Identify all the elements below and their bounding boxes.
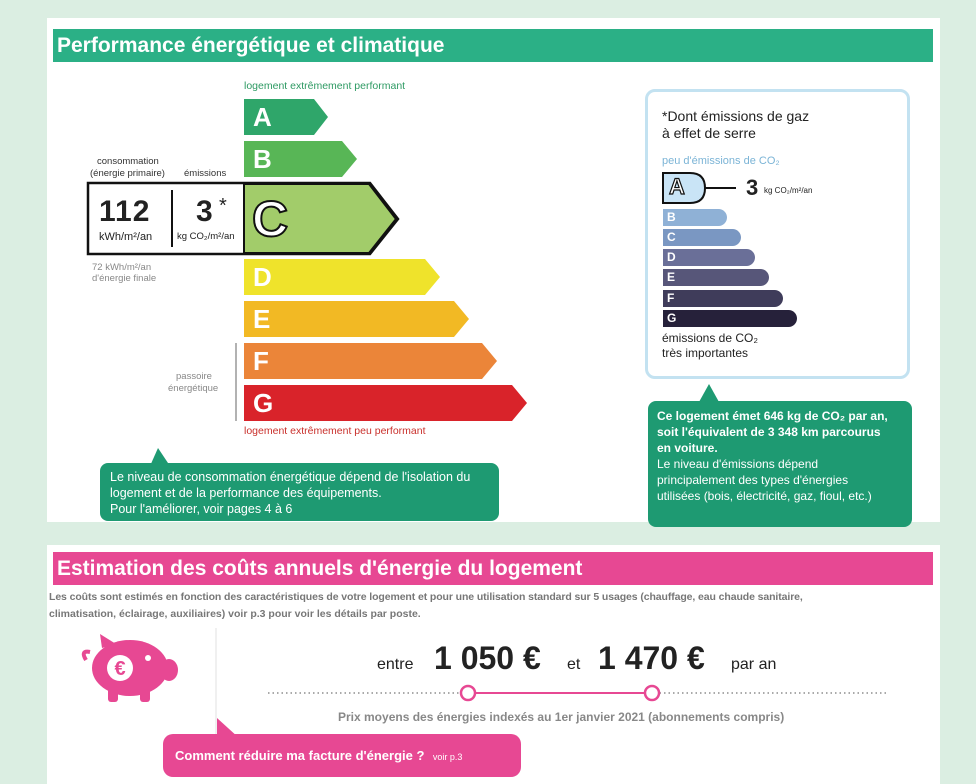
costs-range-scale: [268, 682, 888, 704]
dpe-bar-g: [244, 385, 527, 421]
ges-letter-f: F: [667, 291, 675, 305]
ges-letter-g: G: [667, 311, 677, 325]
costs-par-an: par an: [731, 656, 777, 673]
emissions-star: *: [219, 195, 227, 217]
ges-callout-line5: principalement des types d'énergies: [657, 473, 849, 487]
dpe-letter-d: D: [253, 262, 272, 292]
reduce-button-ref: voir p.3: [432, 752, 463, 762]
ges-bar-d: [663, 249, 755, 266]
ges-callout-bold2: soit l'équivalent de 3 348 km parcourus: [657, 425, 881, 439]
ges-bar-e: [663, 269, 769, 286]
ges-unit: kg CO₂/m²/an: [764, 186, 813, 195]
dpe-callout-line3: Pour l'améliorer, voir pages 4 à 6: [110, 502, 293, 516]
emissions-unit: kg CO₂/m²/an: [177, 231, 235, 242]
consumption-label-1: consommation: [97, 156, 159, 167]
dpe-letter-a: A: [253, 102, 272, 132]
costs-low: 1 050 €: [434, 640, 541, 676]
ges-callout-bold3: en voiture.: [657, 441, 718, 455]
ges-top-label: peu d'émissions de CO₂: [662, 155, 780, 167]
ges-letter-b: B: [667, 210, 676, 224]
dpe-letter-e: E: [253, 304, 271, 334]
reduce-button[interactable]: [163, 734, 521, 777]
ges-letter-d: D: [667, 250, 676, 264]
ges-bar-g: [663, 310, 797, 327]
passoire-label-2: énergétique: [168, 383, 219, 394]
emissions-label: émissions: [184, 168, 227, 179]
dpe-bar-d: [244, 259, 440, 295]
dpe-callout-line2: logement et de la performance des équipements.: [110, 486, 382, 500]
consumption-label-2: (énergie primaire): [90, 168, 165, 179]
costs-description-1: Les coûts sont estimés en fonction des caractéristiques de votre logement et pour une utilisation standard sur 5 usages (chauffage, eau chaude sanitaire,: [49, 591, 803, 603]
ges-callout-line6: utilisées (bois, électricité, gaz, fioul, etc.): [657, 489, 872, 503]
costs-et: et: [567, 656, 581, 673]
ges-bar-b: [663, 209, 727, 226]
dpe-top-label: logement extrêmement performant: [244, 80, 406, 92]
ges-bar-c: [663, 229, 741, 246]
ges-letter-e: E: [667, 270, 676, 284]
costs-note: Prix moyens des énergies indexés au 1er janvier 2021 (abonnements compris): [338, 710, 785, 724]
dpe-callout: [100, 463, 499, 521]
costs-entre: entre: [377, 656, 414, 673]
consumption-unit: kWh/m²/an: [99, 231, 153, 243]
costs-section-title: Estimation des coûts annuels d'énergie du logement: [53, 552, 933, 585]
dpe-bar-e: [244, 301, 469, 337]
final-energy-1: 72 kWh/m²/an: [92, 262, 152, 273]
costs-high: 1 470 €: [598, 640, 705, 676]
ges-title-2: à effet de serre: [662, 125, 756, 141]
consumption-value: 112: [99, 195, 151, 228]
ges-callout-bold1: Ce logement émet 646 kg de CO₂ par an,: [657, 409, 888, 423]
dpe-letter-g: G: [253, 388, 274, 418]
passoire-label-1: passoire: [176, 371, 212, 382]
ges-callout-line4: Le niveau d'émissions dépend: [657, 457, 819, 471]
dpe-bottom-label: logement extrêmement peu performant: [244, 425, 426, 437]
svg-text:€: €: [114, 658, 126, 680]
dpe-letter-f: F: [253, 346, 269, 376]
ges-callout-pointer: [695, 384, 725, 402]
dpe-callout-line1: Le niveau de consommation énergétique dépend de l'isolation du: [110, 470, 471, 484]
dpe-section-title: Performance énergétique et climatique: [53, 29, 933, 62]
ges-callout: [648, 401, 912, 527]
ges-bar-f: [663, 290, 783, 307]
ges-letter-a: A: [669, 174, 685, 199]
reduce-button-label: Comment réduire ma facture d'énergie ?: [175, 748, 425, 763]
dpe-letter-c: C: [252, 191, 289, 247]
ges-bottom-label-2: très importantes: [662, 346, 749, 360]
ges-letter-c: C: [667, 230, 676, 244]
dpe-bar-f: [244, 343, 497, 379]
ges-title-1: *Dont émissions de gaz: [662, 108, 810, 124]
ges-value: 3: [746, 175, 759, 200]
emissions-value: 3: [196, 195, 213, 228]
final-energy-2: d'énergie finale: [92, 273, 157, 284]
dpe-letter-b: B: [253, 144, 272, 174]
costs-description-2: climatisation, éclairage, auxiliaires) voir p.3 pour voir les détails par poste.: [49, 608, 421, 620]
piggy-bank-euro-icon: [80, 630, 185, 705]
ges-bottom-label-1: émissions de CO₂: [662, 331, 759, 345]
